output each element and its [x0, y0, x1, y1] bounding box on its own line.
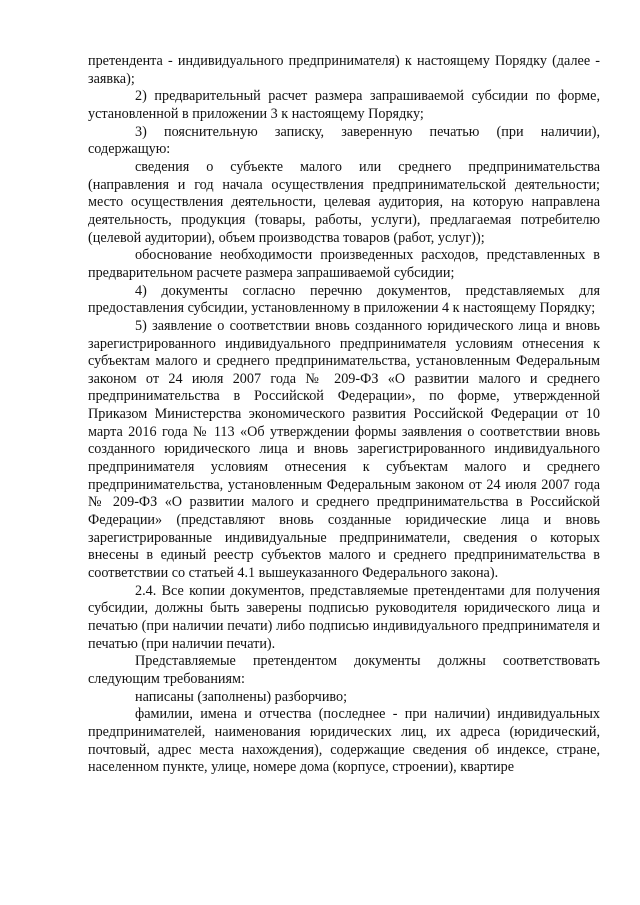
paragraph-item-4-documents: 4) документы согласно перечню документов, представляемых для предоставления субсидии, установленному в приложении 4 к настоящему Порядку; [88, 282, 600, 317]
paragraph-application-continuation: претендента - индивидуального предпринимателя) к настоящему Порядку (далее - заявка); [88, 53, 600, 87]
document-page [88, 53, 600, 777]
paragraph-business-subject-info: сведения о субъекте малого или среднего предпринимательства (направления и год начала осуществления предпринимательской деятельности; место осуществления деятельности, целевая аудитория, на которую направлена деятельность, продукция (товары, работы, услуги), предлагаемая потребителю (целевой аудитории), объем производства товаров (работ, услуг)); [88, 158, 600, 246]
paragraph-expense-justification: обоснование необходимости произведенных расходов, представленных в предварительном расчете размера запрашиваемой субсидии; [88, 247, 600, 281]
paragraph-item-2-subsidy-calculation: 2) предварительный расчет размера запрашиваемой субсидии по форме, установленной в приложении 3 к настоящему Порядку; [88, 88, 600, 122]
paragraph-requirement-legible: написаны (заполнены) разборчиво; [135, 688, 348, 705]
paragraph-item-3-explanatory-note: 3) пояснительную записку, заверенную печатью (при наличии), содержащую: [88, 123, 600, 158]
paragraph-item-5-compliance-statement: 5) заявление о соответствии вновь созданного юридического лица и вновь зарегистрированного индивидуального предпринимателя условиям отнесения к субъектам малого и среднего предпринимательства, установленным Федеральным законом от 24 июля 2007 года № 209-ФЗ «О развитии малого и среднего предпринимательства в Российской Федерации», по форме, утвержденной Приказом Министерства экономического развития Российской Федерации от 10 марта 2016 года № 113 «Об утверждении формы заявления о соответствии вновь созданного юридического лица и вновь зарегистрированного индивидуального предпринимателя условиям отнесения к субъектам малого и среднего предпринимательства, установленным Федеральным законом от 24 июля 2007 года № 209-ФЗ «О развитии малого и среднего предпринимательства в Российской Федерации» (представляют вновь созданные юридические лица и вновь зарегистрированные индивидуальные предприниматели, сведения о которых внесены в единый реестр субъектов малого и среднего предпринимательства в соответствии со статьей 4.1 вышеуказанного Федерального закона). [88, 317, 600, 582]
paragraph-section-2-4-copies: 2.4. Все копии документов, представляемые претендентами для получения субсидии, должны быть заверены подписью руководителя юридического лица и печатью (при наличии печати) либо подписью индивидуального предпринимателя и печатью (при наличии печати). [88, 582, 600, 652]
paragraph-document-requirements: Представляемые претендентом документы должны соответствовать следующим требованиям: [88, 653, 600, 687]
paragraph-requirement-names-addresses: фамилии, имена и отчества (последнее - при наличии) индивидуальных предпринимателей, наименования юридических лиц, их адреса (юридический, почтовый, адрес места нахождения), содержащие сведения об индексе, стране, населенном пункте, улице, номере дома (корпусе, строении), квартире [88, 706, 600, 776]
